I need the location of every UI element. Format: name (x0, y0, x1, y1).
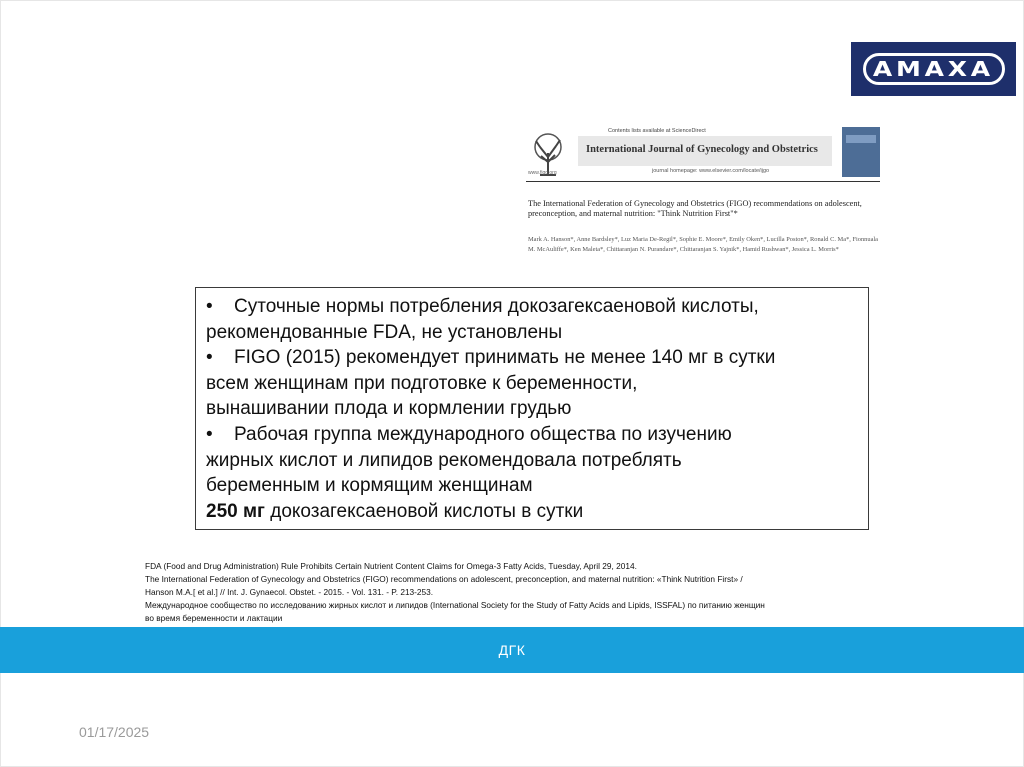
recommendations-box (195, 287, 869, 530)
logo-badge (863, 53, 1005, 85)
line-text: Суточные нормы потребления докозагексаеновой кислоты, (234, 296, 759, 317)
line-text: FIGO (2015) рекомендует принимать не менее 140 мг в сутки (234, 347, 776, 369)
contents-line: Contents lists available at ScienceDirect (608, 128, 706, 134)
bullet-icon: • (206, 296, 213, 317)
article-title: The International Federation of Gynecology and Obstetrics (FIGO) recommendations on adolescent, preconception, and maternal nutrition: "Think Nutrition First"* (528, 199, 862, 218)
journal-cover-image (842, 127, 880, 177)
text-line: жирных кислот и липидов рекомендовала потреблять (206, 449, 682, 471)
reference-line: The International Federation of Gynecology and Obstetrics (FIGO) recommendations on adolescent, preconception, and maternal nutrition: «Think Nutrition First» / (145, 574, 743, 585)
logo-text: AMAXA (873, 57, 994, 81)
text-line (206, 345, 858, 371)
amaxa-logo (851, 42, 1016, 96)
line-text: докозагексаеновой кислоты в сутки (264, 500, 584, 522)
article-authors: Mark A. Hanson*, Anne Bardsley*, Luz Maria De-Regil*, Sophie E. Moore*, Emily Oken*, Lucilla Poston*, Ronald C. Ma*, Fionnuala M. McAuliffe*, Ken Maleta*, Chittaranjan N. Purandare*, Chittaranjan S. Yajnik*, Hamid Rushwan*, Jessica L. Morris* (528, 236, 879, 253)
text-line (206, 422, 858, 448)
journal-homepage: journal homepage: www.elsevier.com/locate/ijgo (652, 168, 770, 174)
journal-article-clipping (526, 127, 880, 269)
text-line: рекомендованные FDA, не установлены (206, 321, 563, 343)
line-text: Рабочая группа международного общества по изучению (234, 423, 732, 445)
figo-label: www.figo.org (528, 170, 557, 176)
reference-line: Международное сообщество по исследованию жирных кислот и липидов (International Society for the Study of Fatty Acids and Lipids, ISSFAL) по питанию женщин (145, 600, 765, 611)
cover-stripe (846, 135, 876, 143)
journal-title: International Journal of Gynecology and Obstetrics (586, 144, 818, 155)
text-line (206, 499, 858, 525)
text-line (206, 294, 858, 320)
divider (526, 181, 880, 182)
section-label: ДГК (498, 642, 526, 658)
section-band (0, 627, 1024, 673)
references (145, 560, 895, 625)
reference-line: во время беременности и лактации (145, 613, 283, 624)
reference-line: Hanson M.A.[ et al.] // Int. J. Gynaecol. Obstet. - 2015. - Vol. 131. - P. 213-253. (145, 587, 434, 598)
text-line: вынашивании плода и кормлении грудью (206, 398, 572, 420)
text-line: всем женщинам при подготовке к беременности, (206, 372, 638, 394)
reference-line: FDA (Food and Drug Administration) Rule Prohibits Certain Nutrient Content Claims for Omega-3 Fatty Acids, Tuesday, April 29, 2014. (145, 561, 637, 571)
bullet-icon: • (206, 423, 213, 445)
text-line: беременным и кормящим женщинам (206, 475, 533, 497)
dose-value: 250 мг (206, 500, 265, 522)
bullet-icon: • (206, 347, 213, 369)
slide-date: 01/17/2025 (79, 724, 150, 740)
journal-header (526, 127, 880, 179)
